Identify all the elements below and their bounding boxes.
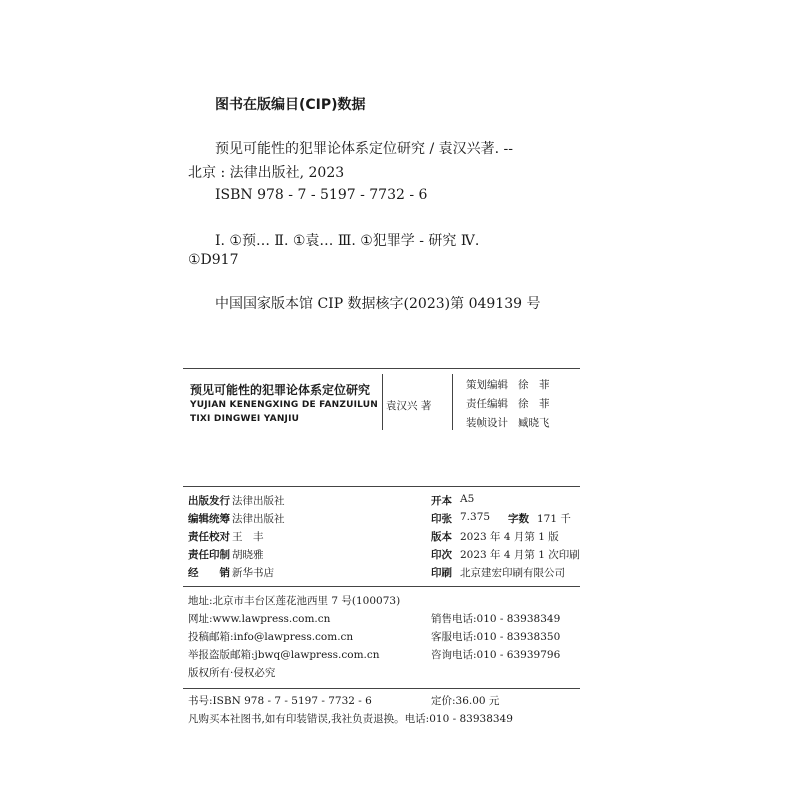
printer-value: 北京建宏印刷有限公司 [460, 567, 565, 579]
editor-planning-label: 策划编辑 [466, 379, 508, 391]
cip-title: 图书在版编目(CIP)数据 [215, 97, 366, 113]
cip-isbn: ISBN 978 - 7 - 5197 - 7732 - 6 [215, 187, 428, 203]
website: 网址:www.lawpress.com.cn [188, 613, 331, 625]
editor-planning-name: 徐 菲 [518, 379, 550, 391]
cip-publisher-line: 北京 : 法律出版社, 2023 [188, 165, 345, 181]
designer-name: 臧晓飞 [518, 417, 550, 429]
edition-label: 版本 [431, 531, 452, 543]
editorial-value: 法律出版社 [232, 513, 285, 525]
designer-label: 装帧设计 [466, 417, 508, 429]
print-manager-label: 责任印制 [188, 549, 230, 561]
editor-responsible-label: 责任编辑 [466, 398, 508, 410]
printer-label: 印刷 [431, 567, 452, 579]
cip-title-line: 预见可能性的犯罪论体系定位研究 / 袁汉兴著. -- [215, 141, 513, 157]
inquiry-phone: 咨询电话:010 - 63939796 [431, 649, 561, 661]
price: 定价:36.00 元 [431, 695, 500, 707]
book-title: 预见可能性的犯罪论体系定位研究 [190, 383, 371, 397]
edition-value: 2023 年 4 月第 1 版 [460, 531, 559, 543]
distributor-label: 经 销 [188, 567, 230, 579]
words-value: 171 千 [537, 513, 571, 525]
service-phone: 客服电话:010 - 83938350 [431, 631, 561, 643]
pub-top-rule [183, 486, 580, 487]
sales-phone: 销售电话:010 - 83938349 [431, 613, 561, 625]
cip-verification: 中国国家版本馆 CIP 数据核字(2023)第 049139 号 [215, 296, 541, 312]
sheets-value: 7.375 [460, 511, 491, 523]
publisher-label: 出版发行 [188, 495, 230, 507]
book-number: 书号:ISBN 978 - 7 - 5197 - 7732 - 6 [188, 695, 372, 707]
book-pinyin-2: TIXI DINGWEI YANJIU [190, 414, 300, 424]
footer-top-rule [183, 688, 580, 689]
editor-responsible-name: 徐 菲 [518, 398, 550, 410]
submission-email: 投稿邮箱:info@lawpress.com.cn [188, 631, 354, 643]
copyright-notice: 版权所有·侵权必究 [188, 667, 276, 679]
address: 地址:北京市丰台区莲花池西里 7 号(100073) [188, 595, 401, 607]
return-notice: 凡购买本社图书,如有印装错误,我社负责退换。电话:010 - 83938349 [188, 713, 513, 725]
distributor-value: 新华书店 [232, 567, 274, 579]
book-pinyin-1: YUJIAN KENENGXING DE FANZUILUN [190, 400, 379, 410]
sheets-label: 印张 [431, 513, 452, 525]
impression-value: 2023 年 4 月第 1 次印刷 [460, 549, 580, 561]
publisher-value: 法律出版社 [232, 495, 285, 507]
impression-label: 印次 [431, 549, 452, 561]
report-email: 举报盗版邮箱:jbwq@lawpress.com.cn [188, 649, 380, 661]
book-box-divider-2 [452, 374, 453, 430]
proofreader-label: 责任校对 [188, 531, 230, 543]
proofreader-value: 王 丰 [232, 531, 264, 543]
cip-classification-number: ①D917 [188, 252, 239, 268]
format-value: A5 [460, 493, 475, 505]
contact-top-rule [183, 586, 580, 587]
cip-classification: Ⅰ. ①预… Ⅱ. ①袁… Ⅲ. ①犯罪学 - 研究 Ⅳ. [215, 233, 480, 249]
format-label: 开本 [431, 495, 452, 507]
words-label: 字数 [508, 513, 529, 525]
book-author: 袁汉兴 著 [386, 400, 432, 412]
editorial-label: 编辑统筹 [188, 513, 230, 525]
book-box-top-rule [183, 368, 580, 369]
book-box-divider-1 [382, 374, 383, 430]
print-manager-value: 胡晓雅 [232, 549, 264, 561]
